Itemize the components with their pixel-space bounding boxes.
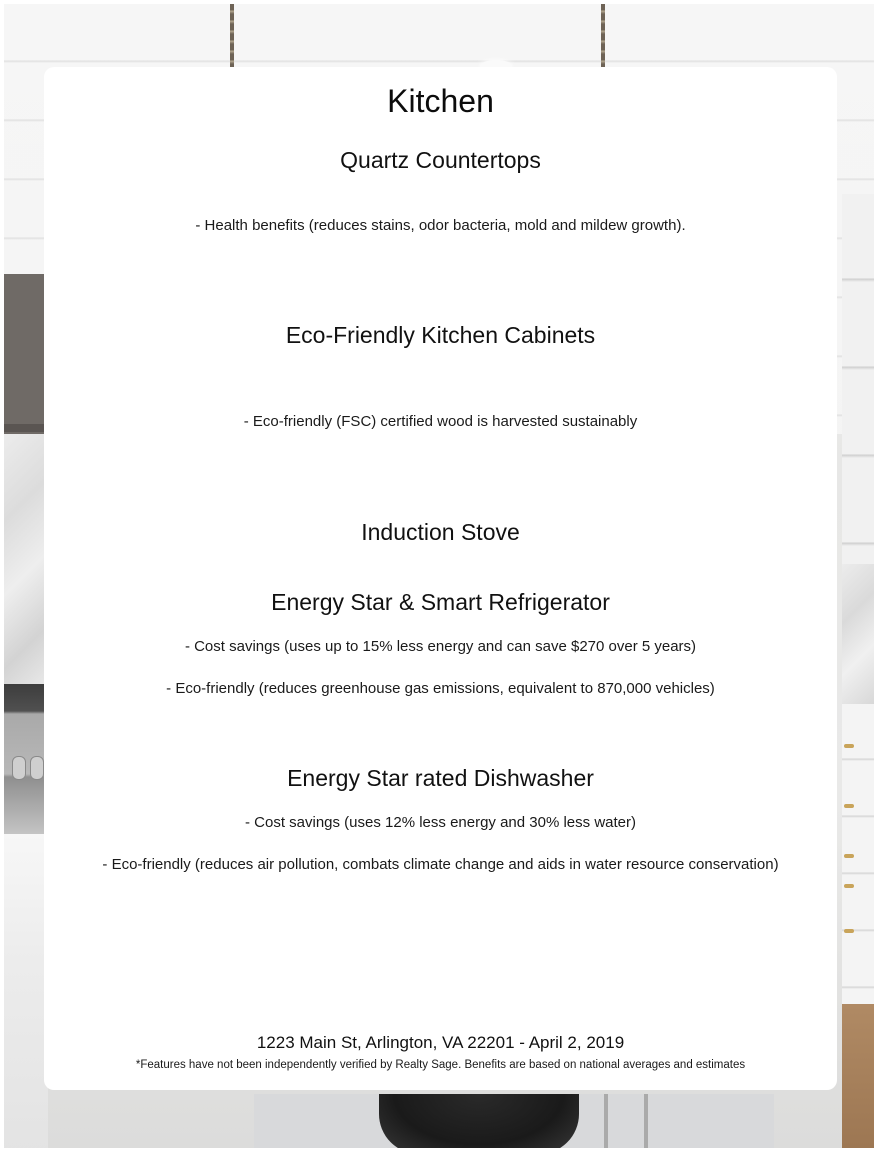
bullet-refrigerator-cost-savings: - Cost savings (uses up to 15% less energy and can save $270 over 5 years) bbox=[184, 638, 697, 655]
stool-leg bbox=[604, 1094, 608, 1148]
marble-backsplash-right bbox=[842, 564, 874, 704]
stool-leg bbox=[644, 1094, 648, 1148]
cabinet-handle bbox=[844, 929, 854, 933]
pendant-chain-right bbox=[601, 4, 605, 68]
bullet-health-benefits: - Health benefits (reduces stains, odor bacteria, mold and mildew growth). bbox=[195, 217, 686, 234]
bar-stool bbox=[379, 1094, 579, 1148]
section-heading-induction-stove: Induction Stove bbox=[361, 519, 520, 545]
range-hood bbox=[4, 274, 48, 434]
marble-backsplash-left bbox=[4, 434, 48, 684]
pendant-chain-left bbox=[230, 4, 234, 68]
page-title: Kitchen bbox=[387, 83, 494, 119]
bullet-fsc-wood: - Eco-friendly (FSC) certified wood is harvested sustainably bbox=[243, 413, 638, 430]
section-heading-refrigerator: Energy Star & Smart Refrigerator bbox=[271, 589, 610, 615]
disclaimer: *Features have not been independently verified by Realty Sage. Benefits are based on national averages and estimates bbox=[135, 1059, 746, 1071]
wood-floor bbox=[842, 1004, 874, 1148]
counter-left bbox=[4, 834, 48, 1148]
open-shelves bbox=[842, 194, 874, 564]
bullet-dishwasher-eco-friendly: - Eco-friendly (reduces air pollution, combats climate change and aids in water resource conservation) bbox=[102, 856, 779, 873]
cabinet-handle bbox=[844, 854, 854, 858]
section-heading-dishwasher: Energy Star rated Dishwasher bbox=[287, 765, 594, 791]
bullet-dishwasher-cost-savings: - Cost savings (uses 12% less energy and 30% less water) bbox=[244, 814, 636, 831]
section-heading-eco-cabinets: Eco-Friendly Kitchen Cabinets bbox=[285, 322, 596, 348]
section-heading-quartz-countertops: Quartz Countertops bbox=[340, 147, 541, 173]
cabinet-handle bbox=[844, 884, 854, 888]
bullet-refrigerator-eco-friendly: - Eco-friendly (reduces greenhouse gas emissions, equivalent to 870,000 vehicles) bbox=[166, 680, 715, 697]
stove-knob bbox=[30, 756, 44, 780]
feature-card bbox=[44, 67, 837, 1090]
cabinet-handle bbox=[844, 804, 854, 808]
cabinet-handle bbox=[844, 744, 854, 748]
stove-knob bbox=[12, 756, 26, 780]
range-hood-edge bbox=[4, 424, 48, 432]
property-address-date: 1223 Main St, Arlington, VA 22201 - April 2, 2019 bbox=[256, 1033, 625, 1052]
